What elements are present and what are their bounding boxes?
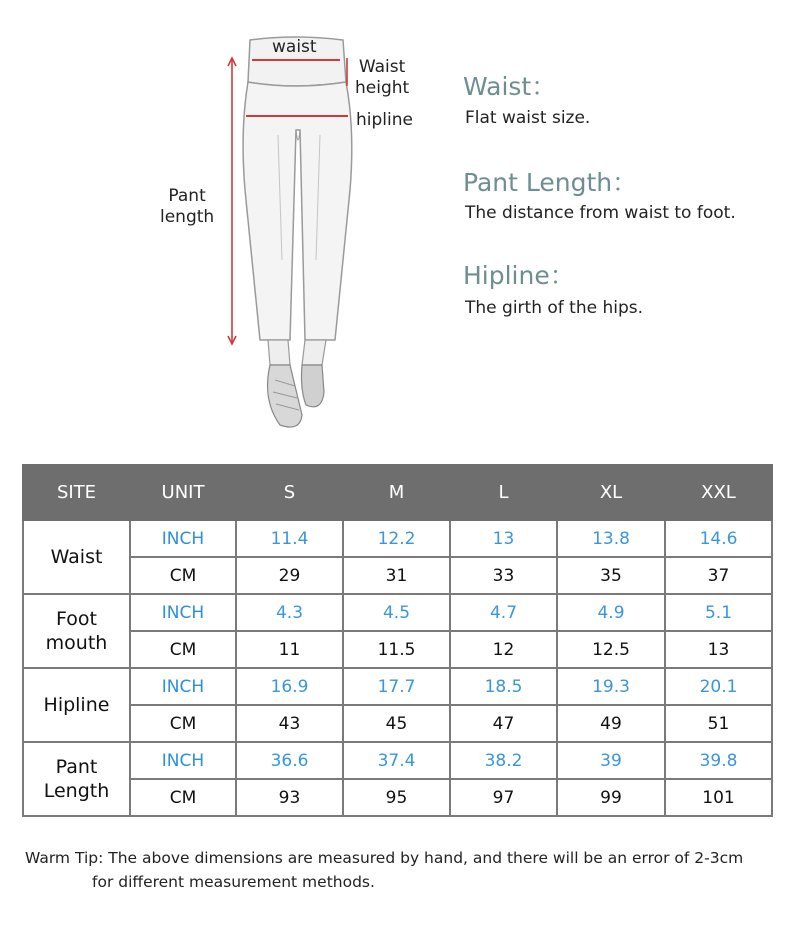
definition-text-hipline: The girth of the hips.: [465, 298, 644, 318]
table-cell: 37: [665, 557, 772, 594]
definition-text-pant-length: The distance from waist to foot.: [465, 203, 736, 223]
table-row: [23, 631, 772, 668]
unit-cell: INCH: [130, 594, 236, 631]
header-size-xl: XL: [557, 465, 665, 520]
table-cell: 93: [236, 779, 343, 816]
table-row: [23, 594, 772, 631]
header-size-m: M: [343, 465, 450, 520]
table-cell: 12.5: [557, 631, 665, 668]
table-header-row: [23, 465, 772, 520]
site-cell-foot-mouth: [23, 594, 130, 668]
table-cell: 49: [557, 705, 665, 742]
table-row: [23, 520, 772, 557]
warm-tip-line2: for different measurement methods.: [92, 873, 375, 891]
waist-height-label-line1: Waist: [358, 57, 406, 77]
table-cell: 13.8: [557, 520, 665, 557]
table-cell: 47: [450, 705, 557, 742]
header-size-s: S: [236, 465, 343, 520]
pant-length-label: [160, 186, 214, 228]
warm-tip-line1: Warm Tip: The above dimensions are measured by hand, and there will be an error of 2-3cm: [25, 849, 744, 867]
table-row: [23, 668, 772, 705]
table-cell: 4.5: [343, 594, 450, 631]
header-size-xxl: XXL: [665, 465, 772, 520]
table-cell: 12.2: [343, 520, 450, 557]
waist-height-label-line2: height: [355, 78, 410, 98]
unit-cell: INCH: [130, 742, 236, 779]
table-cell: 4.9: [557, 594, 665, 631]
table-cell: 19.3: [557, 668, 665, 705]
table-cell: 4.3: [236, 594, 343, 631]
warm-tip: [25, 846, 785, 894]
table-cell: 31: [343, 557, 450, 594]
table-cell: 99: [557, 779, 665, 816]
site-label-line2: Length: [43, 780, 110, 802]
table-cell: 4.7: [450, 594, 557, 631]
definition-term-pant-length: Pant Length：: [463, 168, 638, 197]
site-cell-waist: [23, 520, 130, 594]
unit-cell: CM: [130, 557, 236, 594]
table-cell: 18.5: [450, 668, 557, 705]
site-cell-pant-length: [23, 742, 130, 816]
table-row: [23, 779, 772, 816]
table-cell: 17.7: [343, 668, 450, 705]
unit-cell: CM: [130, 705, 236, 742]
unit-cell: INCH: [130, 520, 236, 557]
pant-length-label-line1: Pant: [168, 186, 206, 206]
table-cell: 13: [665, 631, 772, 668]
table-cell: 29: [236, 557, 343, 594]
site-label-line1: Pant: [55, 756, 98, 778]
table-cell: 33: [450, 557, 557, 594]
table-cell: 12: [450, 631, 557, 668]
table-cell: 20.1: [665, 668, 772, 705]
table-cell: 14.6: [665, 520, 772, 557]
site-cell-hipline: [23, 668, 130, 742]
header-size-l: L: [450, 465, 557, 520]
header-site: SITE: [23, 465, 130, 520]
table-cell: 11.4: [236, 520, 343, 557]
table-cell: 38.2: [450, 742, 557, 779]
table-cell: 43: [236, 705, 343, 742]
hipline-label: hipline: [356, 110, 413, 130]
waist-label: waist: [272, 37, 317, 57]
table-cell: 11.5: [343, 631, 450, 668]
table-cell: 11: [236, 631, 343, 668]
table-row: [23, 557, 772, 594]
table-cell: 39: [557, 742, 665, 779]
table-cell: 51: [665, 705, 772, 742]
site-label-line1: Foot: [56, 608, 97, 630]
unit-cell: INCH: [130, 668, 236, 705]
table-cell: 16.9: [236, 668, 343, 705]
table-cell: 5.1: [665, 594, 772, 631]
table-cell: 95: [343, 779, 450, 816]
definition-term-hipline: Hipline：: [463, 261, 575, 290]
unit-cell: CM: [130, 631, 236, 668]
header-unit: UNIT: [130, 465, 236, 520]
leggings-illustration: [150, 20, 440, 440]
waist-height-label: [355, 57, 409, 99]
table-cell: 37.4: [343, 742, 450, 779]
site-label-line1: Waist: [50, 546, 103, 568]
site-label-line1: Hipline: [43, 694, 110, 716]
pant-length-label-line2: length: [160, 207, 215, 227]
unit-cell: CM: [130, 779, 236, 816]
table-cell: 39.8: [665, 742, 772, 779]
table-cell: 13: [450, 520, 557, 557]
site-label-line2: mouth: [45, 632, 108, 654]
table-cell: 35: [557, 557, 665, 594]
table-row: [23, 742, 772, 779]
table-row: [23, 705, 772, 742]
table-cell: 36.6: [236, 742, 343, 779]
table-cell: 101: [665, 779, 772, 816]
definition-term-waist: Waist：: [463, 72, 557, 101]
table-cell: 45: [343, 705, 450, 742]
table-cell: 97: [450, 779, 557, 816]
size-chart-table: [22, 464, 773, 817]
definition-text-waist: Flat waist size.: [465, 108, 591, 128]
